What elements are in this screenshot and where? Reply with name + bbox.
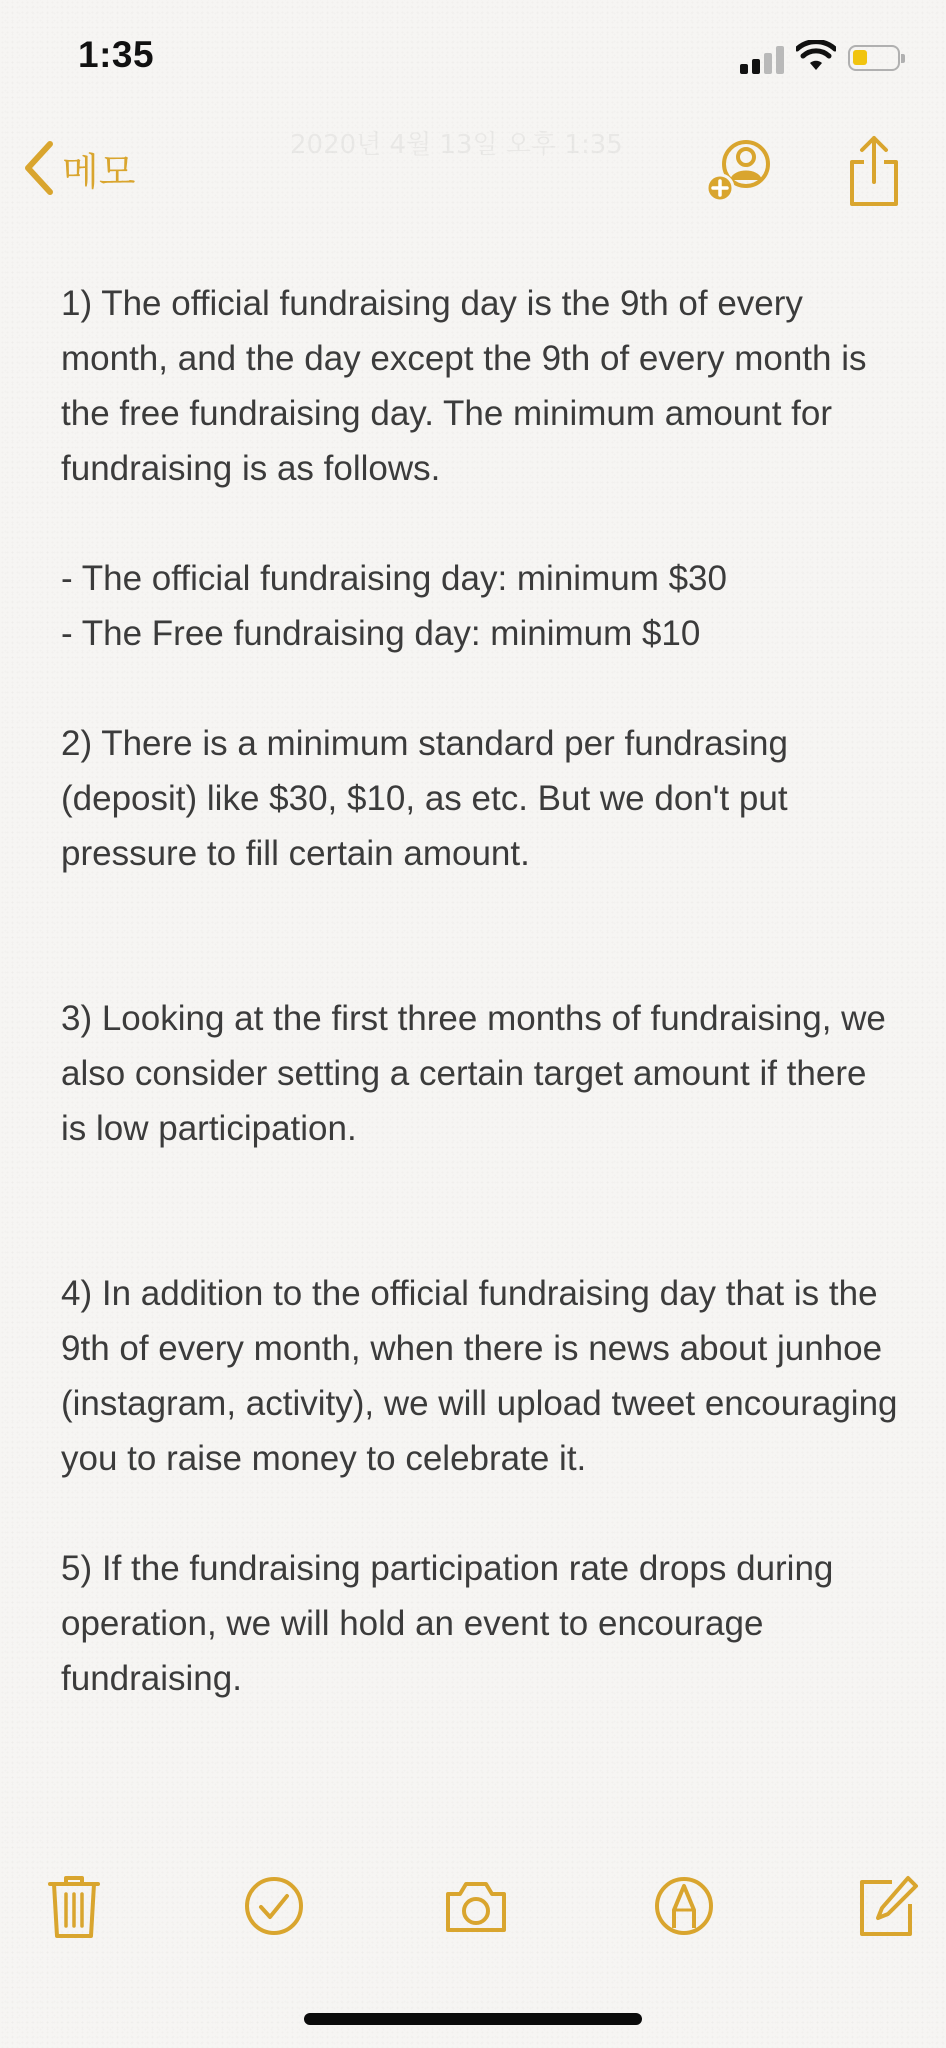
markup-button[interactable]	[652, 1872, 716, 1940]
battery-icon	[848, 45, 900, 71]
note-paragraph-5: 5) If the fundraising participation rate drops during operation, we will hold an event to encourage fundraising.	[61, 1549, 844, 1698]
note-paragraph-4: 4) In addition to the official fundraising day that is the 9th of every month, when there is news about junhoe (instagram, activity), we will upload tweet encouraging you to raise money to celebrate it.	[61, 1274, 908, 1478]
wifi-icon	[796, 40, 836, 72]
cellular-signal-icon	[740, 44, 786, 74]
note-date-ghost: 2020년 4월 13일 오후 1:35	[290, 130, 623, 160]
back-button[interactable]	[20, 136, 135, 200]
note-body[interactable]	[61, 276, 908, 1706]
home-indicator[interactable]	[304, 2013, 642, 2025]
note-bullet-official: - The official fundraising day: minimum $30	[61, 559, 727, 598]
status-bar	[0, 0, 946, 118]
markup-icon	[652, 1872, 716, 1940]
back-label: 메모	[62, 149, 136, 194]
bottom-toolbar	[0, 1868, 946, 1948]
checklist-icon	[242, 1872, 306, 1940]
camera-icon	[444, 1872, 508, 1940]
add-people-icon[interactable]	[702, 132, 778, 208]
note-bullet-free: - The Free fundraising day: minimum $10	[61, 614, 701, 653]
camera-button[interactable]	[444, 1872, 508, 1940]
compose-button[interactable]	[856, 1872, 920, 1940]
nav-bar	[0, 118, 946, 218]
status-time: 1:35	[78, 34, 155, 75]
note-paragraph-2: 2) There is a minimum standard per fundrasing (deposit) like $30, $10, as etc. But we don't put pressure to fill certain amount.	[61, 724, 798, 873]
note-paragraph-3: 3) Looking at the first three months of fundraising, we also consider setting a certain target amount if there is low participation.	[61, 999, 896, 1148]
trash-icon	[42, 1872, 106, 1940]
delete-button[interactable]	[42, 1872, 106, 1940]
share-icon[interactable]	[846, 132, 902, 208]
compose-icon	[856, 1872, 920, 1940]
chevron-left-icon	[20, 140, 56, 196]
note-paragraph-1: 1) The official fundraising day is the 9th of every month, and the day except the 9th of every month is the free fundraising day. The minimum amount for fundraising is as follows.	[61, 284, 877, 488]
checklist-button[interactable]	[242, 1872, 306, 1940]
